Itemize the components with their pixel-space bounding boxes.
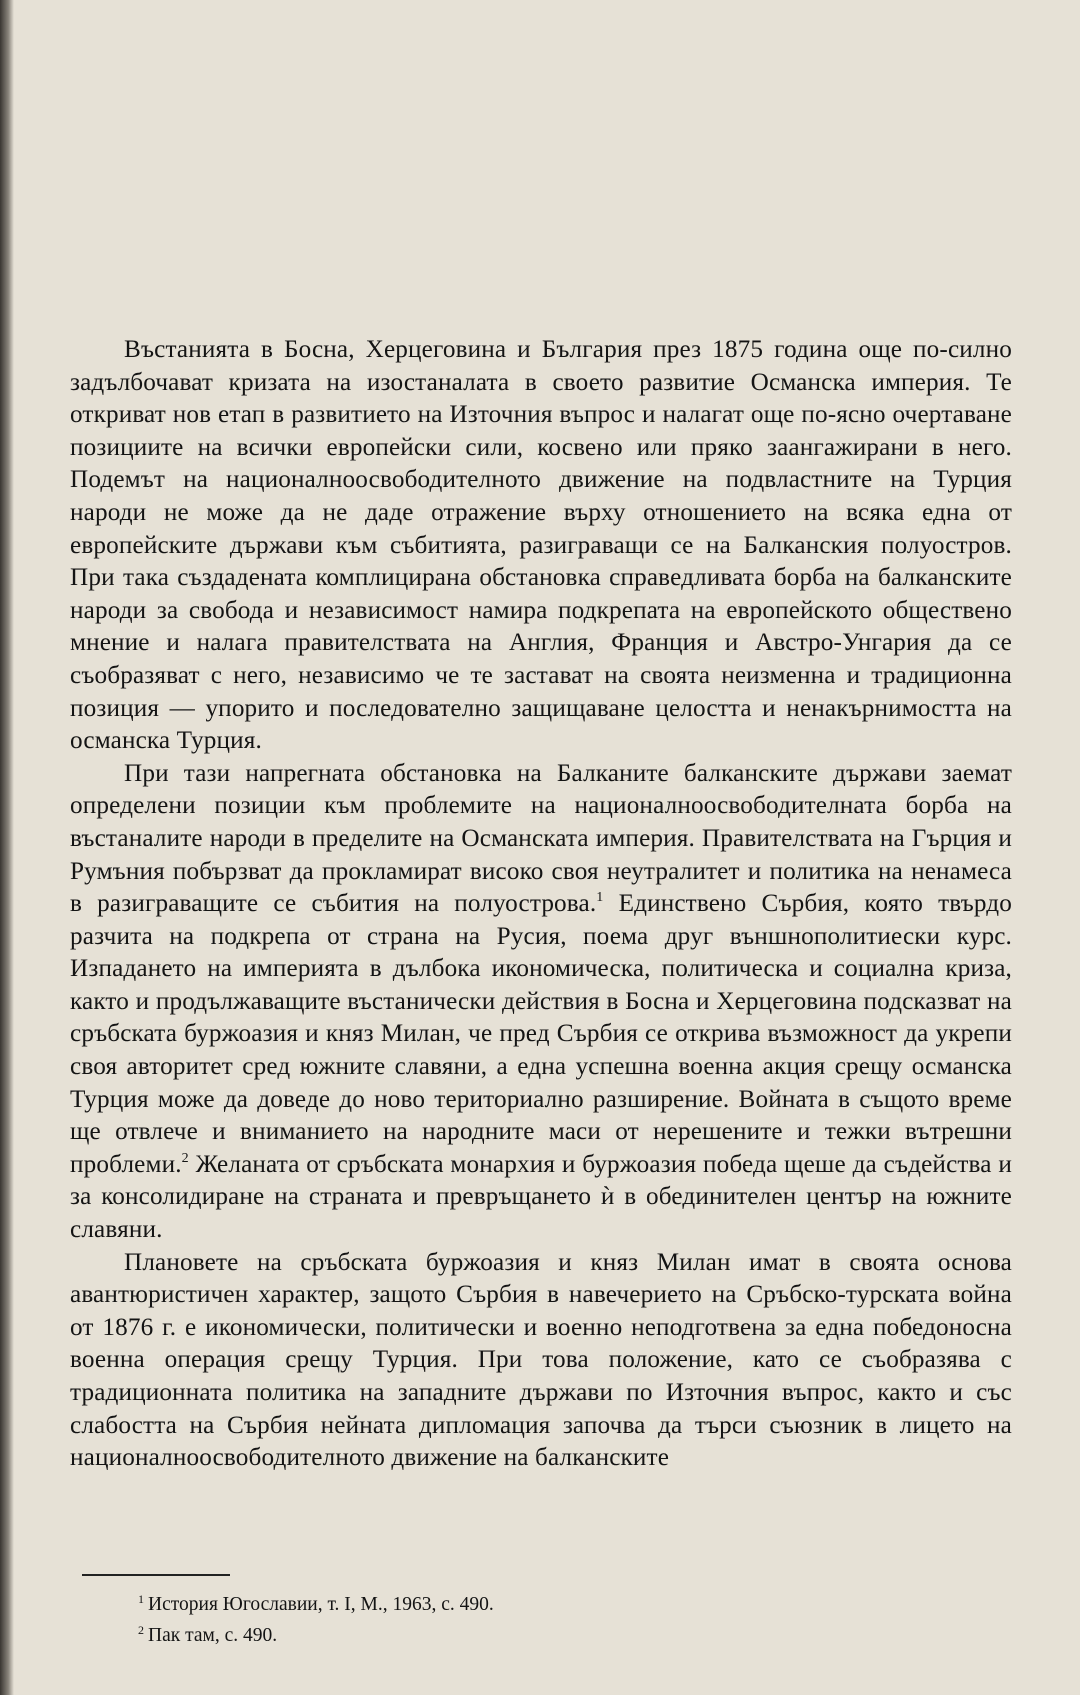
footnote-2-text: Пак там, с. 490. [148, 1625, 278, 1646]
footnote-ref-1: 1 [596, 890, 604, 906]
paragraph-1: Въстанията в Босна, Херцеговина и България през 1875 година още по-силно задълбочават кризата на изостаналата в своето развитие Османска империя. Те откриват нов етап в развитието на Източния въпрос и налагат още по-ясно очертаване позициите на всички европейски сили, косвено или пряко заангажирани в него. Подемът на националноосвободителното движение на подвластните на Турция народи не може да не даде отражение върху отношението на всяка една от европейските държави към събитията, разиграващи се на Балканския полуостров. При така създадената комплицирана обстановка справедливата борба на балканските народи за свобода и независимост намира подкрепата на европейското обществено мнение и налага правителствата на Англия, Франция и Австро-Унгария да се съобразяват с него, независимо че те застават на своята неизменна и традиционна позиция — упорито и последователно защищаване целостта и ненакърнимостта на османска Турция. [70, 336, 1012, 755]
paragraph-2-part-c: Желаната от сръбската монархия и буржоазия победа щеше да съдейства и за консолидиране на страната и превръщането ѝ в обединителен център на южните славяни. [70, 1150, 1012, 1244]
footnotes [138, 1589, 838, 1651]
footnote-2 [138, 1620, 838, 1651]
footnote-ref-2: 2 [181, 1150, 189, 1166]
body-text [70, 334, 1012, 1475]
footnote-1 [138, 1589, 838, 1620]
paragraph-2-part-b: Единствено Сърбия, която твърдо разчита на подкрепа от страна на Русия, поема друг външнополитиески курс. Изпадането на империята в дълбока икономическа, политическа и социална криза, както и продължаващите въстанически действия в Босна и Херцеговина подсказват на сръбската буржоазия и княз Милан, че пред Сърбия се открива възможност да укрепи своя авторитет сред южните славяни, а една успешна военна акция срещу османска Турция може да доведе до ново териториално разширение. Войната в същото време ще отвлече и вниманието на народните маси от нерешените и тежки вътрешни проблеми. [70, 890, 1012, 1178]
page-binding-edge [0, 0, 14, 1695]
footnote-1-text: История Югославии, т. I, М., 1963, с. 490. [148, 1594, 494, 1615]
footnote-1-number: 1 [138, 1592, 144, 1606]
paragraph-3: Плановете на сръбската буржоазия и княз Милан имат в своята основа авантюристичен характер, защото Сърбия в навечерието на Сръбско-турската война от 1876 г. е икономически, политически и военно неподготвена за една победоносна военна операция срещу Турция. При това положение, като се съобразява с традиционната политика на западните държави по Източния въпрос, както и със слабостта на Сърбия нейната дипломация започва да търси съюзник в лицето на националноосвободителното движение на балканските [70, 1248, 1012, 1472]
footnote-divider [82, 1574, 230, 1576]
footnote-2-number: 2 [138, 1623, 144, 1637]
paragraph-2-part-a: При тази напрегната обстановка на Балканите балканските държави заемат определени позиции към проблемите на националноосвободителната борба на въстаналите народи в пределите на Османската империя. Правителствата на Гърция и Румъния побързват да прокламират високо своя неутралитет и политика на ненамеса в разиграващите се събития на полуострова. [70, 759, 1012, 918]
paragraph-2 [70, 758, 1012, 1247]
